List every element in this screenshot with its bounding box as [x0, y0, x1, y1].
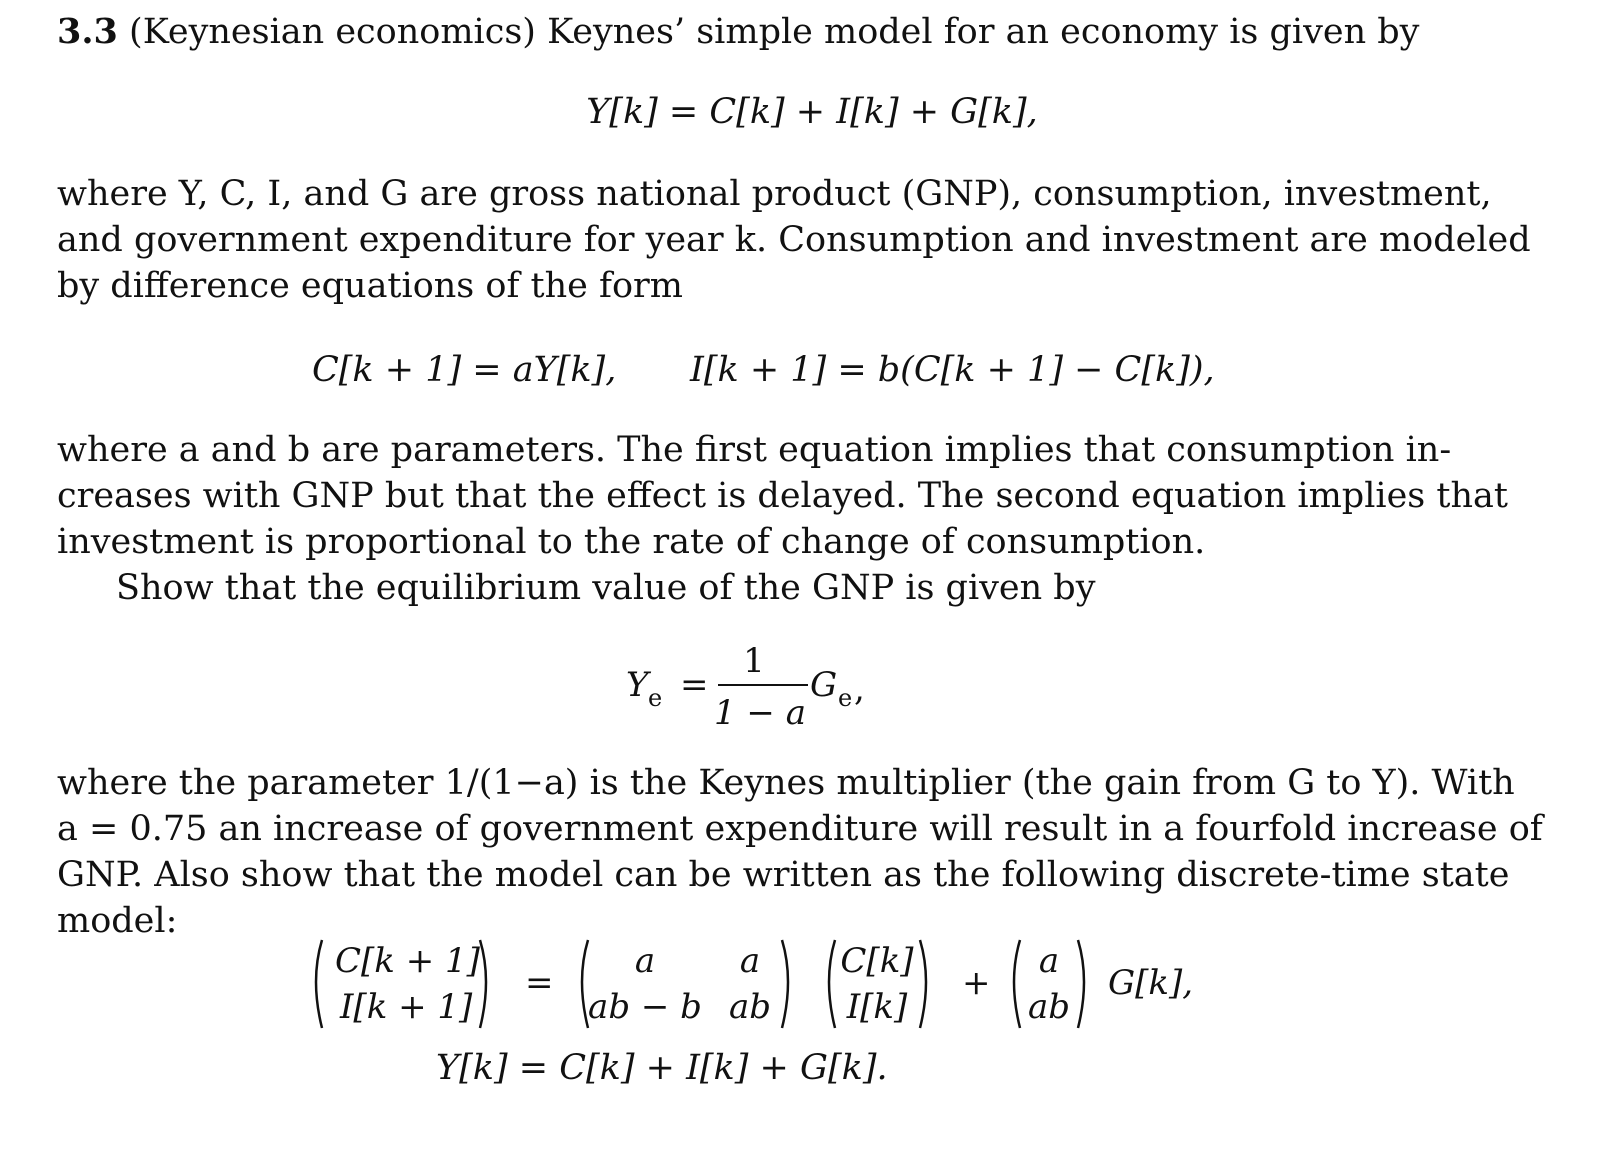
problem-heading	[57, 12, 1419, 52]
paragraph-line: model:	[57, 901, 178, 941]
problem-number: 3.3	[57, 11, 118, 52]
eq-equals: =	[680, 665, 709, 705]
right-paren	[480, 940, 486, 1028]
equation-investment: I[k + 1] = b(C[k + 1] − C[k]),	[690, 350, 1215, 390]
paragraph-line: creases with GNP but that the effect is delayed. The second equation implies that	[57, 476, 1508, 516]
eq-plus: +	[962, 963, 991, 1003]
left-paren	[316, 940, 322, 1028]
eq-subscript-e: e	[838, 684, 853, 712]
matrix-entry: ab	[728, 987, 772, 1027]
right-paren	[782, 940, 788, 1028]
paragraph-line: a = 0.75 an increase of government expenditure will result in a fourfold increase of	[57, 809, 1543, 849]
matrix-entry: a	[634, 941, 656, 981]
matrix-entry: a	[739, 941, 761, 981]
equation-gnp-identity: Y[k] = C[k] + I[k] + G[k],	[586, 92, 1038, 132]
equation-equilibrium-gnp	[600, 640, 920, 740]
vector-entry: I[k + 1]	[340, 987, 473, 1027]
paragraph-line: Show that the equilibrium value of the GNP is given by	[116, 568, 1096, 608]
fraction-numerator: 1	[743, 641, 765, 681]
eq-symbol-G: G	[810, 665, 838, 705]
problem-title: (Keynesian economics) Keynes’ simple model for an economy is given by	[129, 12, 1420, 52]
fraction-denominator: 1 − a	[713, 693, 807, 733]
right-paren	[1078, 940, 1084, 1028]
vector-entry: ab	[1027, 987, 1071, 1027]
paragraph-line: where Y, C, I, and G are gross national product (GNP), consumption, investment,	[57, 174, 1492, 214]
equation-state-model	[300, 930, 1260, 1040]
matrix-entry: ab − b	[588, 987, 702, 1027]
vector-entry: I[k]	[846, 987, 908, 1027]
paragraph-line: investment is proportional to the rate of change of consumption.	[57, 522, 1206, 562]
input-term: G[k],	[1108, 963, 1194, 1003]
eq-symbol-Y: Y	[626, 665, 649, 705]
paragraph-line: GNP. Also show that the model can be written as the following discrete-time state	[57, 855, 1510, 895]
vector-entry: C[k + 1]	[335, 941, 480, 981]
eq-equals: =	[525, 963, 554, 1003]
paragraph-line: by difference equations of the form	[57, 266, 683, 306]
paragraph-line: where the parameter 1/(1−a) is the Keynes multiplier (the gain from G to Y). With	[57, 763, 1515, 803]
left-paren	[829, 940, 835, 1028]
paragraph-line: and government expenditure for year k. Consumption and investment are modeled	[57, 220, 1531, 260]
paragraph-line: where a and b are parameters. The first equation implies that consumption in-	[57, 430, 1452, 470]
vector-entry: C[k]	[840, 941, 914, 981]
vector-entry: a	[1038, 941, 1060, 981]
equation-consumption: C[k + 1] = aY[k],	[312, 350, 617, 390]
equation-output: Y[k] = C[k] + I[k] + G[k].	[436, 1048, 888, 1088]
eq-comma: ,	[854, 669, 865, 709]
eq-subscript-e: e	[648, 684, 663, 712]
right-paren	[920, 940, 926, 1028]
left-paren	[1014, 940, 1020, 1028]
